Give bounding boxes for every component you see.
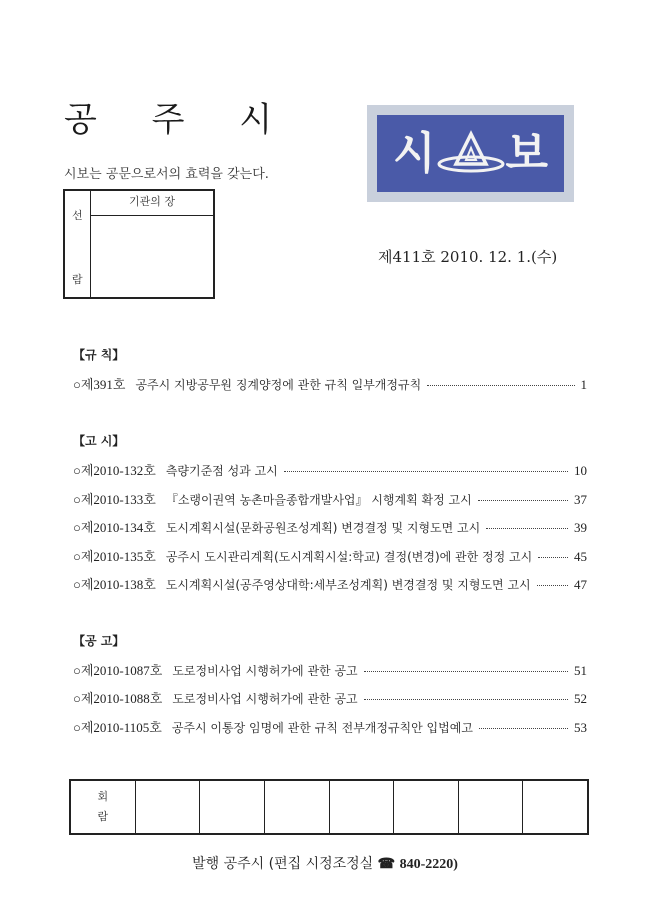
entry-title: 도로정비사업 시행허가에 관한 공고 [172,664,358,678]
publisher-text: 발행 공주시 (편집 시정조정실 [192,856,374,872]
circulation-cell [394,781,459,833]
entry-number: ○제2010-1087호 [73,663,163,678]
entry-title: 공주시 지방공무원 징계양정에 관한 규칙 일부개정규칙 [135,378,422,392]
toc-entry[interactable] [73,717,587,736]
issue-info: 제411호 2010. 12. 1.(수) [378,248,558,266]
entry-number: ○제2010-138호 [73,577,156,592]
entry-page: 47 [574,577,587,592]
circulation-cell [200,781,265,833]
entry-title: 측량기준점 성과 고시 [165,464,278,478]
entry-number: ○제2010-134호 [73,520,156,535]
entry-title: 도시계획시설(공주영상대학:세부조성계획) 변경결정 및 지형도면 고시 [165,578,531,592]
dot-leader [486,528,568,529]
phone-icon: ☎ [377,857,396,872]
circulation-label-bottom: 람 [97,810,109,823]
entry-page: 10 [574,463,587,478]
review-box-side-top: 선 [72,209,83,222]
entry-number: ○제2010-132호 [73,463,156,478]
circulation-cell [330,781,395,833]
review-box [63,189,215,299]
entry-number: ○제2010-1088호 [73,691,163,706]
entry-page: 45 [574,549,587,564]
review-box-header: 기관의 장 [91,191,213,216]
dot-leader [537,585,568,586]
mountain-water-emblem-icon [436,130,506,178]
toc-entry[interactable] [73,517,587,536]
review-box-side-bottom: 람 [72,273,83,286]
entry-page: 1 [580,377,587,392]
dot-leader [538,557,568,558]
circulation-label [71,781,136,833]
sibo-logo [367,105,574,202]
entry-number: ○제391호 [73,377,126,392]
circulation-cell [265,781,330,833]
entry-page: 51 [574,663,587,678]
circulation-cell [136,781,201,833]
sibo-logo-inner [377,115,564,192]
dot-leader [364,671,568,672]
toc-entry[interactable] [73,374,587,393]
circulation-cell [523,781,587,833]
section-heading-notices: 【고 시】 [73,434,125,448]
entry-page: 53 [574,720,587,735]
entry-page: 37 [574,492,587,507]
toc-entry[interactable] [73,460,587,479]
entry-page: 52 [574,691,587,706]
entry-number: ○제2010-133호 [73,492,156,507]
logo-char-right: 보 [505,127,549,179]
entry-title: 도로정비사업 시행허가에 관한 공고 [172,692,358,706]
dot-leader [478,500,568,501]
review-box-side [65,191,91,297]
dot-leader [479,728,568,729]
entry-page: 39 [574,520,587,535]
entry-title: 공주시 이통장 임명에 관한 규칙 전부개정규칙안 입법예고 [171,721,473,735]
dot-leader [427,385,574,386]
dot-leader [284,471,568,472]
entry-number: ○제2010-135호 [73,549,156,564]
section-heading-announcements: 【공 고】 [73,634,125,648]
section-heading-rules: 【규 칙】 [73,348,125,362]
city-title: 공 주 시 [64,100,295,140]
entry-title: 『소랭이권역 농촌마을종합개발사업』 시행계획 확정 고시 [165,493,472,507]
toc-entry[interactable] [73,546,587,565]
circulation-cell [459,781,524,833]
toc-entry[interactable] [73,574,587,593]
publisher-line [0,853,650,873]
dot-leader [364,699,568,700]
phone-number: 840-2220) [399,857,458,872]
circulation-label-top: 회 [97,790,109,803]
circulation-table [69,779,589,835]
toc-entry[interactable] [73,688,587,707]
entry-title: 도시계획시설(문화공원조성계획) 변경결정 및 지형도면 고시 [165,521,481,535]
toc-entry[interactable] [73,489,587,508]
entry-number: ○제2010-1105호 [73,720,162,735]
entry-title: 공주시 도시관리계획(도시계획시설:학교) 결정(변경)에 관한 정정 고시 [165,550,533,564]
effect-notice: 시보는 공문으로서의 효력을 갖는다. [64,167,269,182]
logo-char-left: 시 [393,127,436,179]
toc-entry[interactable] [73,660,587,679]
